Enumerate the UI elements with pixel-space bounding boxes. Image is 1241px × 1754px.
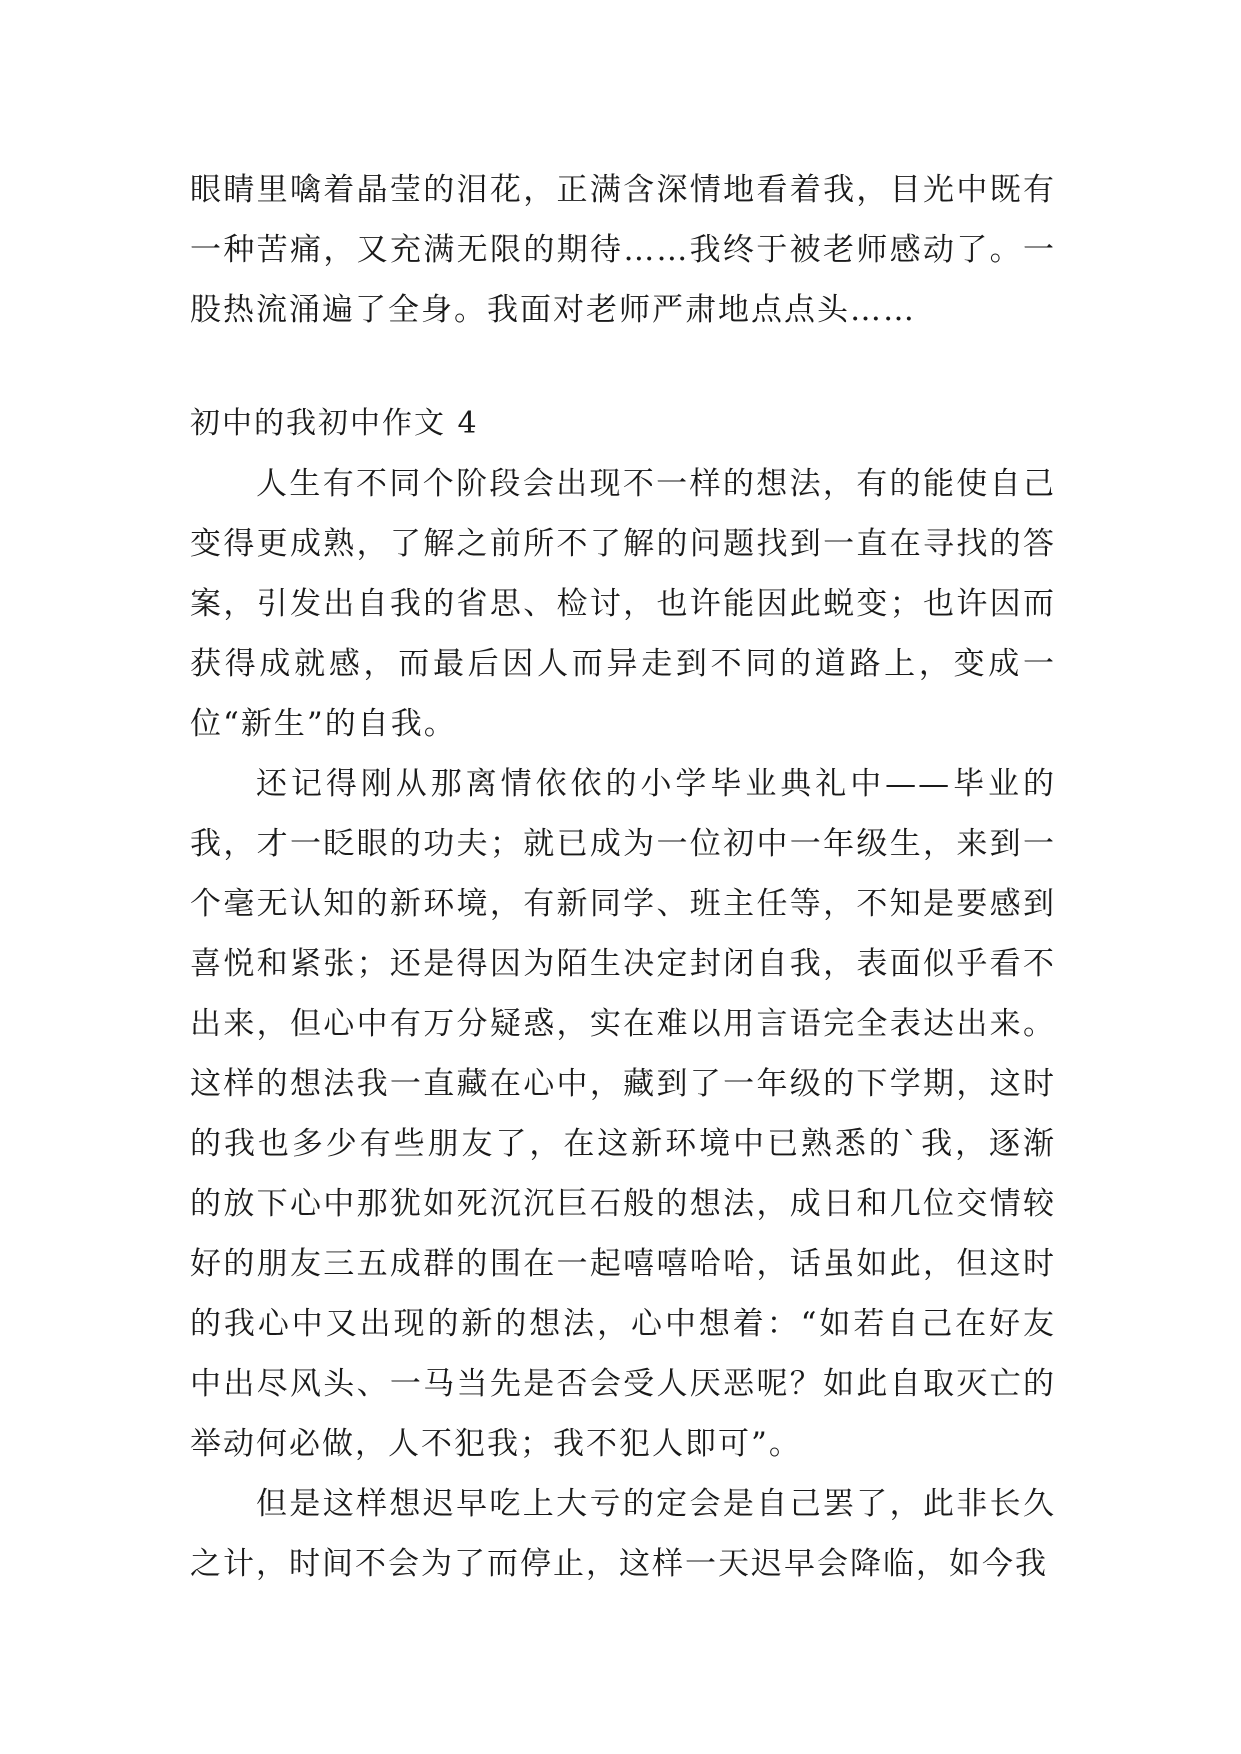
- body-paragraph-3: 但是这样想迟早吃上大亏的定会是自己罢了，此非长久之计，时间不会为了而停止，这样一天迟早会降临，如今我: [190, 1486, 1056, 1582]
- intro-paragraph: 眼睛里噙着晶莹的泪花，正满含深情地看着我，目光中既有一种苦痛，又充满无限的期待……我终于被老师感动了。一股热流涌遍了全身。我面对老师严肃地点点头……: [190, 172, 1056, 328]
- body-paragraph-1: 人生有不同个阶段会出现不一样的想法，有的能使自己变得更成熟，了解之前所不了解的问题找到一直在寻找的答案，引发出自我的省思、检讨，也许能因此蜕变；也许因而获得成就感，而最后因人而异走到不同的道路上，变成一位“新生”的自我。: [190, 466, 1056, 742]
- body-paragraph-2: 还记得刚从那离情依依的小学毕业典礼中——毕业的我，才一眨眼的功夫；就已成为一位初中一年级生，来到一个毫无认知的新环境，有新同学、班主任等，不知是要感到喜悦和紧张；还是得因为陌生决定封闭自我，表面似乎看不出来，但心中有万分疑惑，实在难以用言语完全表达出来。这样的想法我一直藏在心中，藏到了一年级的下学期，这时的我也多少有些朋友了，在这新环境中已熟悉的`我，逐渐的放下心中那犹如死沉沉巨石般的想法，成日和几位交情较好的朋友三五成群的围在一起嘻嘻哈哈，话虽如此，但这时的我心中又出现的新的想法，心中想着：“如若自己在好友中出尽风头、一马当先是否会受人厌恶呢？如此自取灭亡的举动何必做，人不犯我；我不犯人即可”。: [190, 766, 1056, 1462]
- document-page: [190, 160, 1056, 1594]
- section-title: 初中的我初中作文 4: [190, 406, 479, 441]
